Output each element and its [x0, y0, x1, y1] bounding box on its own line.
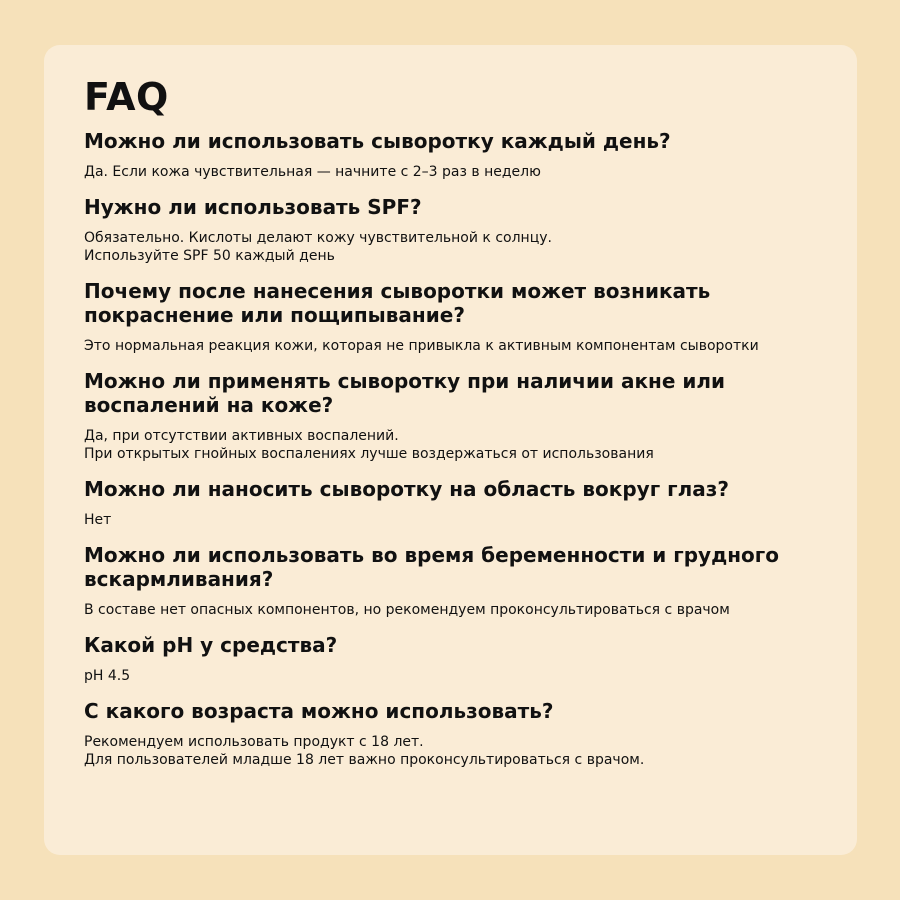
faq-question: Можно ли применять сыворотку при наличии акне или воспалений на коже?: [84, 369, 726, 417]
faq-answer: [84, 601, 817, 619]
faq-answer-line: Для пользователей младше 18 лет важно проконсультироваться с врачом.: [84, 752, 645, 768]
faq-question: Какой pH у средства?: [84, 633, 338, 657]
faq-answer-line: Да, при отсутствии активных воспалений.: [84, 428, 399, 444]
faq-answer-line: Обязательно. Кислоты делают кожу чувствительной к солнцу.: [84, 230, 552, 246]
faq-answer-line: Рекомендуем использовать продукт с 18 лет.: [84, 734, 424, 750]
faq-answer: [84, 337, 817, 355]
faq-card: [44, 45, 857, 855]
faq-answer: [84, 511, 817, 529]
faq-item: [84, 477, 817, 529]
faq-item: [84, 129, 817, 181]
faq-answer-line: В составе нет опасных компонентов, но рекомендуем проконсультироваться с врачом: [84, 602, 730, 618]
faq-item: [84, 369, 817, 463]
faq-answer-line: pH 4.5: [84, 668, 131, 684]
faq-answer: [84, 163, 817, 181]
faq-question: Нужно ли использовать SPF?: [84, 195, 422, 219]
faq-question: Можно ли использовать сыворотку каждый день?: [84, 129, 671, 153]
faq-item: [84, 543, 817, 619]
faq-answer-line: Нет: [84, 512, 112, 528]
faq-answer: [84, 667, 817, 685]
faq-answer: [84, 427, 817, 463]
faq-answer-line: Это нормальная реакция кожи, которая не привыкла к активным компонентам сыворотки: [84, 338, 759, 354]
faq-list: [84, 129, 817, 769]
faq-item: [84, 633, 817, 685]
faq-answer-line: Да. Если кожа чувствительная — начните с 2–3 раз в неделю: [84, 164, 541, 180]
faq-question: С какого возраста можно использовать?: [84, 699, 554, 723]
faq-question: Можно ли наносить сыворотку на область вокруг глаз?: [84, 477, 729, 501]
faq-answer: [84, 733, 817, 769]
faq-item: [84, 195, 817, 265]
faq-title: FAQ: [84, 75, 169, 119]
faq-item: [84, 279, 817, 355]
faq-answer-line: При открытых гнойных воспалениях лучше воздержаться от использования: [84, 446, 654, 462]
faq-item: [84, 699, 817, 769]
faq-question: Почему после нанесения сыворотки может возникать покраснение или пощипывание?: [84, 279, 711, 327]
faq-answer-line: Используйте SPF 50 каждый день: [84, 248, 335, 264]
faq-answer: [84, 229, 817, 265]
faq-question: Можно ли использовать во время беременности и грудного вскармливания?: [84, 543, 779, 591]
